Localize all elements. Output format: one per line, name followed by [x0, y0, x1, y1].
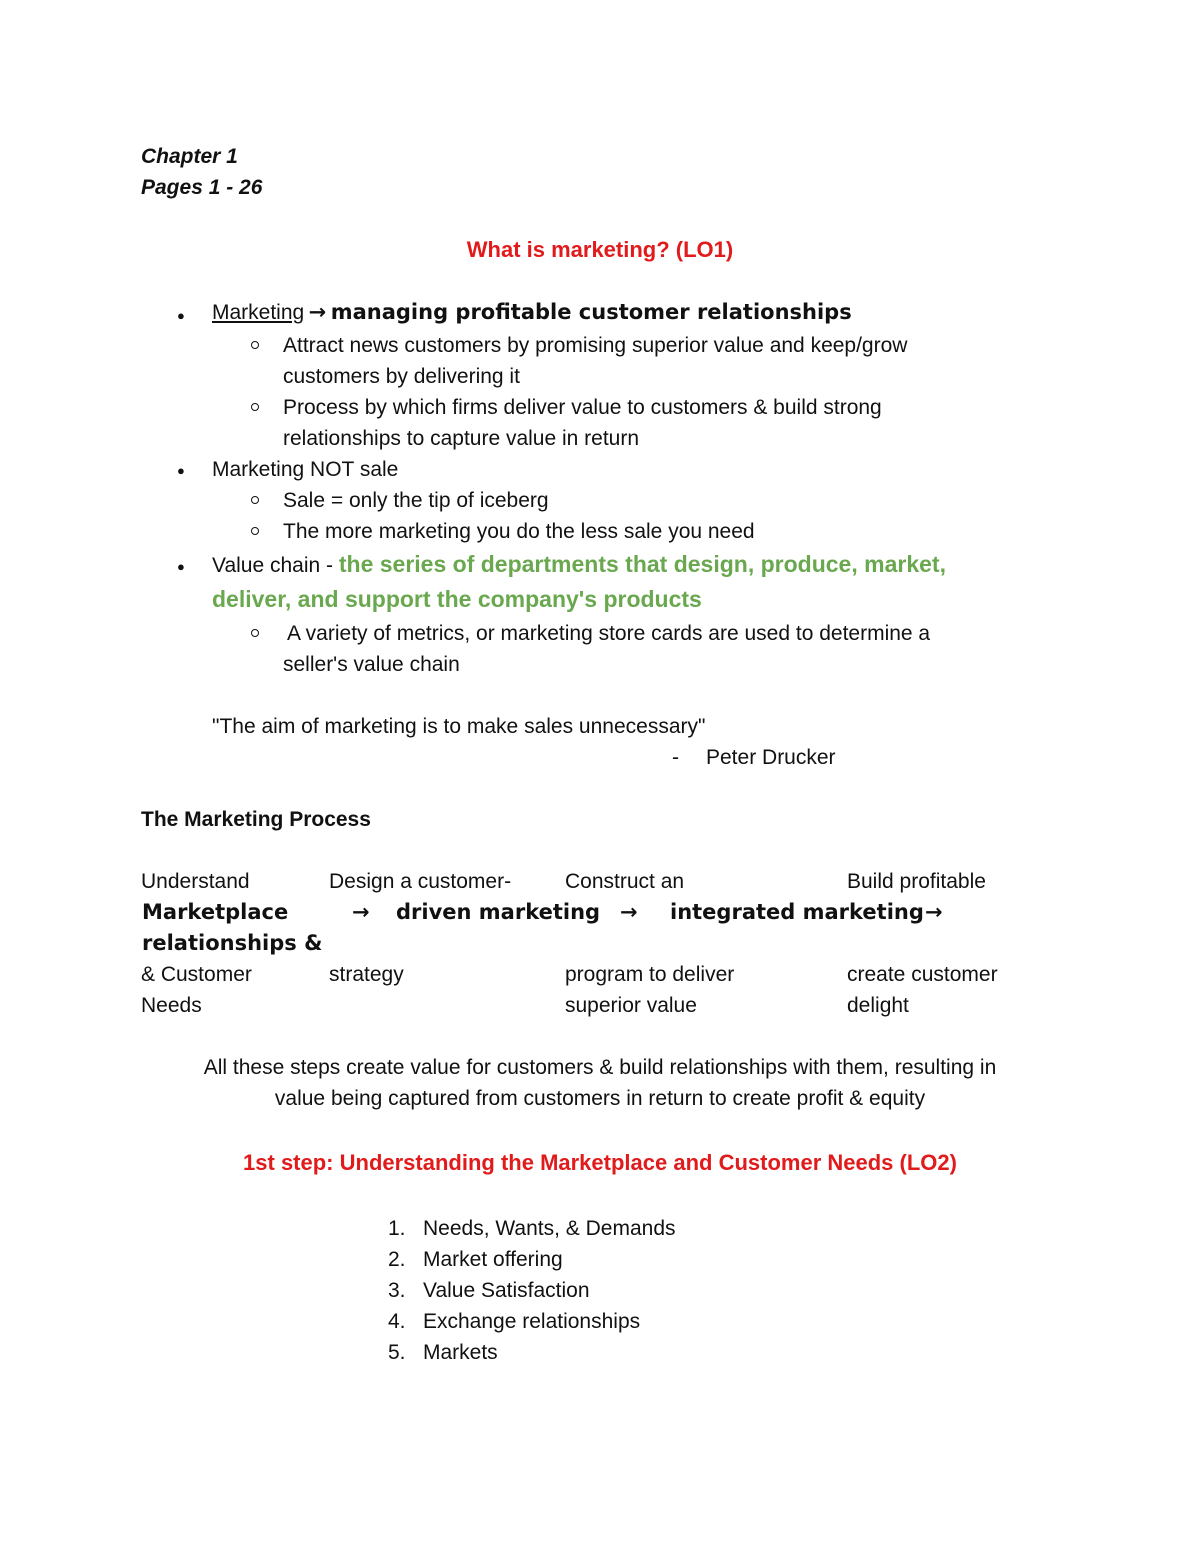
list-item-number: 3. [388, 1279, 406, 1302]
process-step-3-text: Construct an [565, 870, 685, 893]
term-marketing: Marketing [212, 301, 305, 324]
quote-dash: - [672, 746, 679, 769]
process-step-4-bold: relationships & [142, 931, 323, 955]
chapter-label: Chapter 1 [141, 145, 238, 168]
definition-marketing: managing profitable customer relationships [330, 300, 852, 324]
arrow-icon: → [352, 900, 370, 924]
list-item: Exchange relationships [423, 1310, 641, 1333]
list-item: Market offering [423, 1248, 563, 1271]
section-title-marketing-process: The Marketing Process [141, 808, 371, 831]
circle-bullet [251, 629, 259, 637]
list-item: Needs, Wants, & Demands [423, 1217, 676, 1240]
definition-value-chain-continued: deliver, and support the company's products [212, 586, 702, 612]
sub-bullet-text: Attract news customers by promising superior value and keep/grow [283, 334, 908, 357]
sub-bullet-text: Sale = only the tip of iceberg [283, 489, 549, 512]
process-step-2-text: Design a customer- [329, 870, 512, 893]
process-step-3-bold: integrated marketing [670, 900, 924, 924]
process-step-1-bold: Marketplace [142, 900, 289, 924]
sub-bullet-text: relationships to capture value in return [283, 427, 640, 450]
arrow-icon: → [308, 300, 327, 324]
process-summary: value being captured from customers in return to create profit & equity [274, 1087, 926, 1110]
quote-text: "The aim of marketing is to make sales unnecessary" [212, 715, 706, 738]
list-item-number: 5. [388, 1341, 406, 1364]
process-step-1-text: Needs [141, 994, 202, 1017]
arrow-icon: → [925, 900, 943, 924]
process-step-1-text: & Customer [141, 963, 252, 986]
process-step-4-text: Build profitable [847, 870, 986, 893]
list-item-number: 4. [388, 1310, 406, 1333]
list-item-number: 2. [388, 1248, 406, 1271]
process-step-2-text: strategy [329, 963, 404, 986]
bullet-marketing-not-sale: Marketing NOT sale [212, 458, 399, 481]
circle-bullet [251, 403, 259, 411]
list-item-number: 1. [388, 1217, 406, 1240]
process-summary: All these steps create value for customers & build relationships with them, resulting in [203, 1056, 997, 1079]
sub-bullet-text: Process by which firms deliver value to customers & build strong [283, 396, 882, 419]
bullet-marketing-definition [212, 302, 852, 323]
section-title-what-is-marketing: What is marketing? (LO1) [466, 237, 734, 262]
process-step-1-text: Understand [141, 870, 250, 893]
bullet-value-chain [212, 553, 946, 576]
list-item: Value Satisfaction [423, 1279, 590, 1302]
process-step-4-text: delight [847, 994, 909, 1017]
circle-bullet [251, 496, 259, 504]
process-step-3-text: superior value [565, 994, 697, 1017]
process-step-3-text: program to deliver [565, 963, 735, 986]
sub-bullet-text: customers by delivering it [283, 365, 520, 388]
list-item: Markets [423, 1341, 498, 1364]
bullet-dot: ● [177, 559, 185, 574]
sub-bullet-text: seller's value chain [283, 653, 460, 676]
quote-author: Peter Drucker [706, 746, 836, 769]
sub-bullet-text: A variety of metrics, or marketing store cards are used to determine a [287, 622, 931, 645]
definition-value-chain: the series of departments that design, produce, market, [338, 551, 946, 577]
circle-bullet [251, 341, 259, 349]
pages-label: Pages 1 - 26 [141, 176, 263, 199]
arrow-icon: → [620, 900, 638, 924]
section-title-first-step: 1st step: Understanding the Marketplace and Customer Needs (LO2) [243, 1150, 957, 1175]
term-value-chain: Value chain - [212, 554, 339, 577]
bullet-dot: ● [177, 463, 185, 478]
bullet-dot: ● [177, 308, 185, 323]
process-step-2-bold: driven marketing [396, 900, 601, 924]
process-step-4-text: create customer [847, 963, 998, 986]
sub-bullet-text: The more marketing you do the less sale you need [283, 520, 755, 543]
circle-bullet [251, 527, 259, 535]
